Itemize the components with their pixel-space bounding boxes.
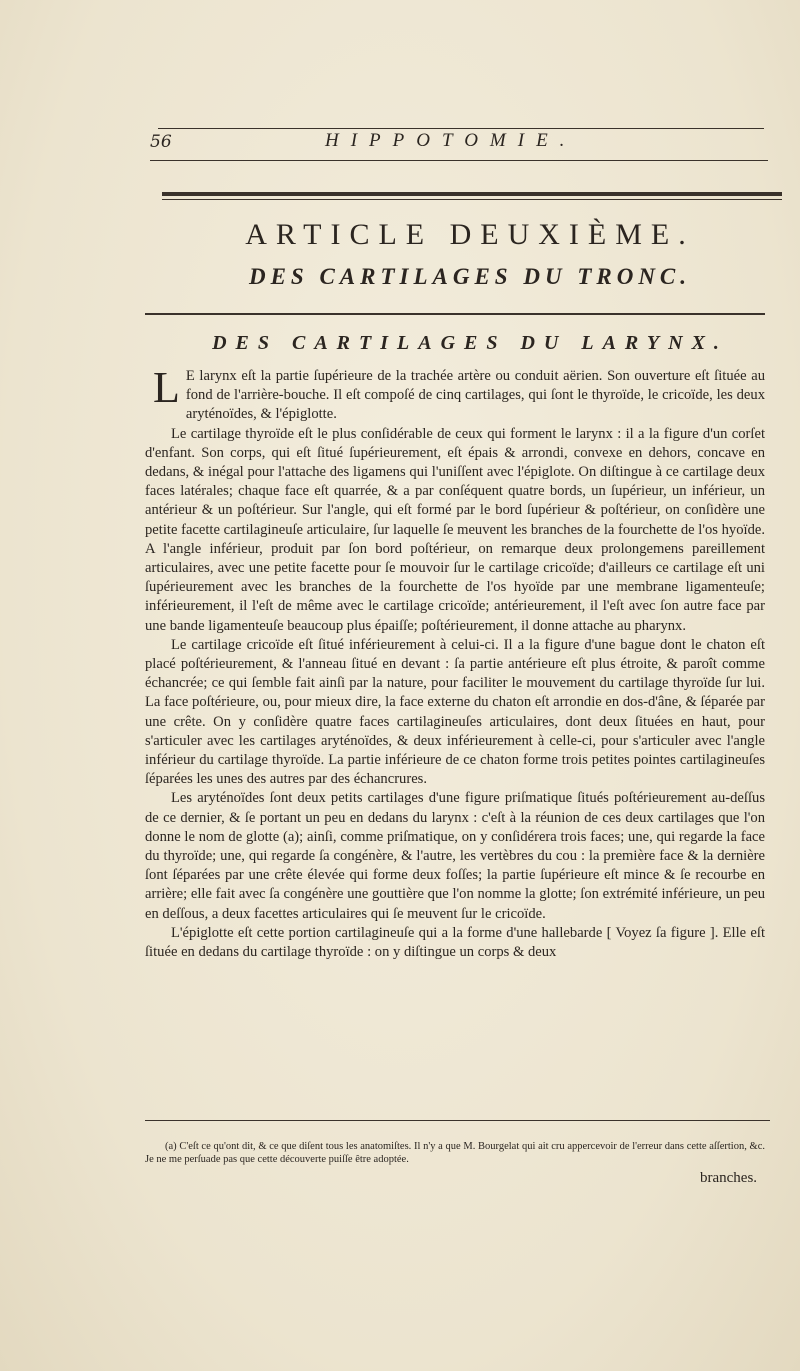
running-title: HIPPOTOMIE. <box>325 130 577 151</box>
ornament-thin-rule <box>162 199 782 200</box>
paragraph-4: Les aryténoïdes ſont deux petits cartilages d'une figure priſmatique ſitués poſtérieurement au-deſſus de ce dernier, & ſe portant un peu en dedans du larynx : c'eſt à la réunion de ces deux cartilages que l'on donne le nom de glotte (a); ainſi, comme priſmatique, on y conſidérera trois faces; une, qui regarde la face du thyroïde; une, qui regarde ſa congénère, & l'autre, les vertèbres du cou : la première face & la dernière ſont ſéparées par une crête élevée qui forme deux foſſes; la partie ſupérieure eſt mince & ſe recourbe en arrière; elle fait avec ſa congénère une gouttière que l'on nomme la glotte; ſon extrémité inférieure, un peu en deſſous, a deux facettes articulaires qui ſe meuvent ſur le cricoïde. <box>145 790 765 922</box>
paragraph-2: Le cartilage thyroïde eſt le plus conſidérable de ceux qui forment le larynx : il a la figure d'un corſet d'enfant. Son corps, qui eſt ſitué ſupérieurement, eſt épais & arrondi, convexe en dehors, concave en dedans, & inégal pour l'attache des ligamens qui l'uniſſent avec l'épiglote. On diſtingue à ce cartilage deux faces latérales; chaque face eſt quarrée, & a par conſéquent quatre bords, un ſupérieur, un inférieur, un antérieur & un poſtérieur. Sur l'angle, qui eſt formé par le bord ſupérieur & poſtérieur, on conſidère une petite facette cartilagineuſe articulaire, ſur laquelle ſe meuvent les branches de la fourchette de l'os hyoïde. A l'angle inférieur, produit par ſon bord poſtérieur, on remarque deux prolongemens pareillement articulaires, avec une petite facette pour ſe mouvoir ſur le cartilage cricoïde; d'ailleurs ce cartilage eſt uni ſupérieurement avec les branches de la fourchette de l'os hyoïde par une membrane ligamenteuſe; inférieurement, il l'eſt de même avec le cartilage cricoïde; antérieurement, il l'eſt avec ſon autre face par une bande ligamenteuſe beaucoup plus épaiſſe; poſtérieurement, il donne attache au pharynx. <box>145 425 765 634</box>
paragraph-5: L'épiglotte eſt cette portion cartilagineuſe qui a la forme d'une hallebarde [ Voyez ſa figure ]. Elle eſt ſituée en dedans du cartilage thyroïde : on y diſtingue un corps & deux <box>145 924 765 961</box>
footnote: (a) C'eſt ce qu'ont dit, & ce que diſent tous les anatomiſtes. Il n'y a que M. Bourgelat qui ait cru appercevoir de l'erreur dans cette aſſertion, &c. Je ne me perſuade pas que cette découverte puiſſe être adoptée. <box>145 1141 765 1165</box>
article-subtitle: DES CARTILAGES DU TRONC. <box>248 264 692 289</box>
paragraph-1-text: E larynx eſt la partie ſupérieure de la trachée artère ou conduit aërien. Son ouverture eſt ſituée au fond de l'arrière-bouche. Il eſt compoſé de cinq cartilages, qui ſont le thyroïde, le cricoïde, les deux aryténoïdes, & l'épiglotte. <box>185 368 765 423</box>
body-text <box>145 363 765 962</box>
drop-cap: L <box>153 363 180 412</box>
page-number: 56 <box>150 132 172 152</box>
paragraph-1 <box>145 363 765 425</box>
paragraph-3: Le cartilage cricoïde eſt ſitué inférieurement à celui-ci. Il a la figure d'une bague dont le chaton eſt placé poſtérieurement, & l'anneau ſitué en devant : ſa partie antérieure eſt plus étroite, & paroît comme échancrée; ce qui ſemble fait ainſi par la nature, pour faciliter le mouvement du cartilage thyroïde ſur lui. La face poſtérieure, ou, pour mieux dire, la face externe du chaton eſt arrondie en dos-d'âne, & ſéparée par une crête. On y conſidère quatre faces cartilagineuſes articulaires, dont deux ſituées en haut, pour s'articuler avec les cartilages aryténoïdes, & deux inférieurement à celle-ci, pour s'articuler avec l'angle inférieur du cartilage thyroïde. La partie inférieure de ce chaton forme trois petites pointes cartilagineuſes ſéparées les unes des autres par des échancrures. <box>145 636 765 788</box>
catchword: branches. <box>700 1170 758 1186</box>
section-divider-rule <box>145 313 765 315</box>
ornament-thick-rule <box>162 192 782 196</box>
header-top-rule <box>158 128 764 129</box>
section-title: DES CARTILAGES DU LARYNX. <box>212 332 728 354</box>
article-title: ARTICLE DEUXIÈME. <box>245 218 695 251</box>
running-header <box>150 130 760 156</box>
footnote-rule <box>145 1120 770 1121</box>
header-bottom-rule <box>150 160 768 161</box>
